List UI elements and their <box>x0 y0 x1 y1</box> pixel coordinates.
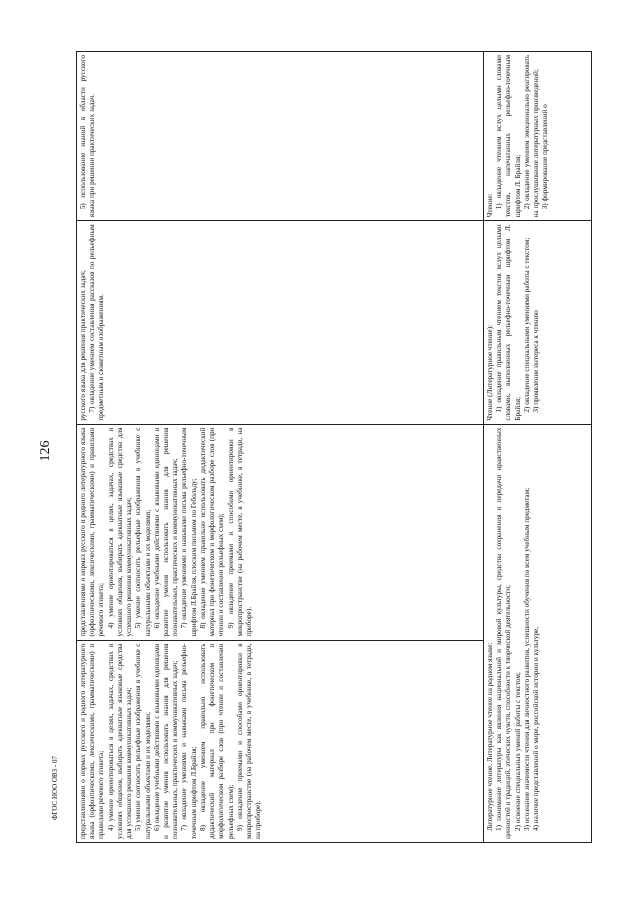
cell-text <box>79 224 107 420</box>
cell-paragraph: 2) освоение специальных умений работы с текстом; <box>513 672 522 831</box>
cell-text <box>486 55 551 217</box>
cell-paragraph: 1) овладение правильным чтением текстов вслух целыми словами, выполненных рельефно-точечным шрифтом Л. Брайля; <box>495 224 522 421</box>
cell-paragraph: 3) проявление интереса к чтению <box>531 310 540 413</box>
cell-paragraph: 9) овладение приемами и способами ориентировки в микропространстве (на рабочем месте, в учебнике, в тетради, на приборе). <box>226 427 253 637</box>
cell-paragraph: представлениями о нормах русского и родного литературного языка (орфоэпическими, лексическими, грамматическими) и правилами речевого этикета; <box>79 643 106 839</box>
cell-paragraph: Чтение (Литературное чтение): <box>485 324 494 421</box>
cell-paragraph: русского языка для решения практических задач; <box>79 270 87 421</box>
cell-paragraph: 7) овладение умением составления рассказов по рельефным предметным и сюжетным изображениям. <box>88 224 106 421</box>
cell-paragraph: 3) осознание значимости чтения для личностного развития, успешности обучения по всем учебным предметам; <box>522 487 531 831</box>
cell-paragraph: представлениями о нормах русского и родного литературного языка (орфоэпическими, лексическими, грамматическими) и правилами речевого этикета; <box>79 427 106 637</box>
cell-paragraph: 8) овладение умением правильно использовать дидактический материал при фонетическом и морфологическом разборе слов (при чтении и составлении рельефных схем); <box>198 427 226 637</box>
table-cell <box>77 221 484 424</box>
cell-paragraph: 1) понимание литературы как явления национальной и мировой культуры, средства сохранения и передачи нравственных ценностей и традиций, этических чувств, способности к творческой деятельности; <box>495 427 513 839</box>
table-row-russian-language <box>77 52 484 843</box>
cell-text <box>79 55 97 217</box>
cell-paragraph: 4) умение ориентироваться в целях, задачах, средствах и условиях общения, выбирать адекватные языковые средства для успешного решения коммуникативных задач; <box>106 643 134 839</box>
cell-paragraph: 8) овладение умением правильно использовать дидактический материал при фонетическом и морфологическом разборе слов (при чтении и составлении рельефных схем); <box>198 643 235 839</box>
table-cell <box>483 424 591 842</box>
table-cell <box>77 424 484 640</box>
cell-paragraph: 4) наличие представлений о мире, российской истории и культуре, <box>531 626 540 831</box>
table-row-literary-reading <box>483 52 591 843</box>
cell-paragraph: 2) овладение умением эмоционально реагировать на прослушивание литературных произведений; <box>522 55 540 218</box>
table-cell <box>483 52 591 221</box>
cell-paragraph: 7) овладение умениями и навыками письма рельефно-точечным шрифтом Л.Брайля, плоским письмом по Гебольду; <box>180 427 198 637</box>
table-cell <box>483 221 591 424</box>
cell-paragraph: 1) овладение чтением вслух целыми словами текстов, напечатанных рельефно-точечным шрифтом Л. Брайля; <box>495 55 522 218</box>
cell-paragraph: 2) овладение специальными умениями работы с текстом; <box>522 237 531 413</box>
cell-paragraph: 5) умение соотносить рельефные изображения в учебнике с натуральными объектами и их моделями; <box>134 427 152 637</box>
cell-paragraph: 3) формирование представлений о <box>541 104 550 210</box>
cell-paragraph: 6) овладение учебными действиями с языковыми единицами и развитие умения использовать знания для решения познавательных, практических и коммуникативных задач; <box>152 427 180 637</box>
table-cell <box>77 52 484 221</box>
cell-paragraph: 7) овладение умениями и навыками письма рельефно-точечным шрифтом Л.Брайля; <box>180 643 198 839</box>
page-number: 126 <box>38 440 53 462</box>
cell-paragraph: Литературное чтение. Литературное чтение на родном языке: <box>485 642 494 831</box>
cell-text <box>486 428 541 839</box>
standards-table <box>76 51 592 843</box>
cell-paragraph: 4) умение ориентироваться в целях, задачах, средствах и условиях общения, выбирать адекватные языковые средства для успешного решения коммуникативных задач; <box>106 427 134 637</box>
cell-text <box>79 428 254 637</box>
table-cell <box>77 640 484 842</box>
cell-paragraph: Чтение: <box>485 193 494 218</box>
cell-paragraph: 9) овладение приемами и способами ориентировки в микропространстве (на рабочем месте, в учебнике, в тетради, на приборе). <box>235 643 263 839</box>
cell-paragraph: 5) использование знаний в области русского языка при решении практических задач. <box>79 55 97 218</box>
cell-paragraph: 5) умение соотносить рельефные изображения в учебнике с натуральными объектами и их моделями; <box>134 643 152 839</box>
cell-text <box>486 224 541 420</box>
footer-code: ФГОС НОО ОВЗ - 07 <box>51 756 59 820</box>
cell-text <box>79 644 263 839</box>
cell-paragraph: 6) овладение учебными действиями с языковыми единицами и развитие умения использовать знания для решения познавательных, практических и коммуникативных задач; <box>152 643 180 839</box>
